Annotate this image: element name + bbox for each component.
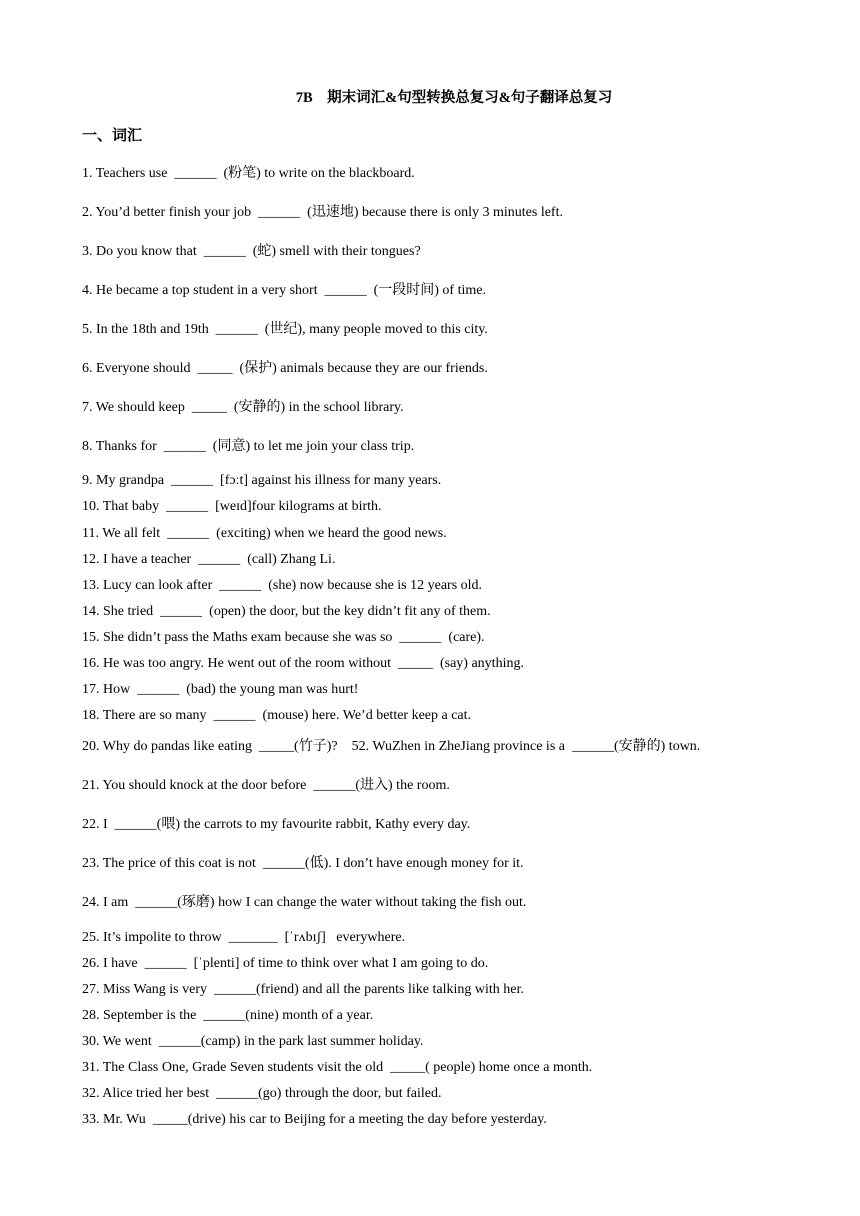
question-item: 24. I am ______(琢磨) how I can change the water without taking the fish out. (82, 895, 527, 910)
question-item: 1. Teachers use ______ (粉笔) to write on the blackboard. (82, 166, 415, 181)
question-item: 14. She tried ______ (open) the door, but the key didn’t fit any of them. (82, 604, 491, 619)
question-item: 33. Mr. Wu _____(drive) his car to Beijing for a meeting the day before yesterday. (82, 1112, 547, 1127)
question-item: 23. The price of this coat is not ______(低). I don’t have enough money for it. (82, 856, 524, 871)
question-item: 17. How ______ (bad) the young man was hurt! (82, 682, 359, 697)
question-item: 21. You should knock at the door before ______(进入) the room. (82, 778, 450, 793)
question-item: 6. Everyone should _____ (保护) animals because they are our friends. (82, 361, 488, 376)
question-item: 11. We all felt ______ (exciting) when we heard the good news. (82, 526, 447, 541)
question-item: 26. I have ______ [ˈplenti] of time to think over what I am going to do. (82, 956, 489, 971)
question-item: 20. Why do pandas like eating _____(竹子)? 52. WuZhen in ZheJiang province is a ______(安静的) town. (82, 739, 701, 754)
question-item: 31. The Class One, Grade Seven students visit the old _____( people) home once a month. (82, 1060, 593, 1075)
question-item: 9. My grandpa ______ [fɔːt] against his illness for many years. (82, 473, 442, 488)
page-title: 7B 期末词汇&句型转换总复习&句子翻译总复习 (295, 90, 613, 106)
question-item: 12. I have a teacher ______ (call) Zhang Li. (82, 552, 336, 567)
question-item: 7. We should keep _____ (安静的) in the school library. (82, 400, 404, 415)
question-item: 3. Do you know that ______ (蛇) smell with their tongues? (82, 244, 421, 259)
question-item: 10. That baby ______ [weɪd]four kilograms at birth. (82, 499, 382, 514)
question-item: 32. Alice tried her best ______(go) through the door, but failed. (82, 1086, 442, 1101)
question-item: 2. You’d better finish your job ______ (迅速地) because there is only 3 minutes left. (82, 205, 563, 220)
section-heading-vocabulary: 一、词汇 (82, 126, 143, 144)
question-item: 18. There are so many ______ (mouse) here. We’d better keep a cat. (82, 708, 472, 723)
question-item: 28. September is the ______(nine) month of a year. (82, 1008, 374, 1023)
question-item: 5. In the 18th and 19th ______ (世纪), many people moved to this city. (82, 322, 488, 337)
question-item: 30. We went ______(camp) in the park last summer holiday. (82, 1034, 424, 1049)
question-item: 4. He became a top student in a very short ______ (一段时间) of time. (82, 283, 486, 298)
question-item: 16. He was too angry. He went out of the room without _____ (say) anything. (82, 656, 524, 671)
question-item: 25. It’s impolite to throw _______ [ˈrʌbɪʃ] everywhere. (82, 930, 406, 945)
question-item: 22. I ______(喂) the carrots to my favourite rabbit, Kathy every day. (82, 817, 471, 832)
question-item: 27. Miss Wang is very ______(friend) and all the parents like talking with her. (82, 982, 524, 997)
question-item: 15. She didn’t pass the Maths exam because she was so ______ (care). (82, 630, 485, 645)
question-item: 13. Lucy can look after ______ (she) now because she is 12 years old. (82, 578, 483, 593)
question-item: 8. Thanks for ______ (同意) to let me join your class trip. (82, 439, 415, 454)
